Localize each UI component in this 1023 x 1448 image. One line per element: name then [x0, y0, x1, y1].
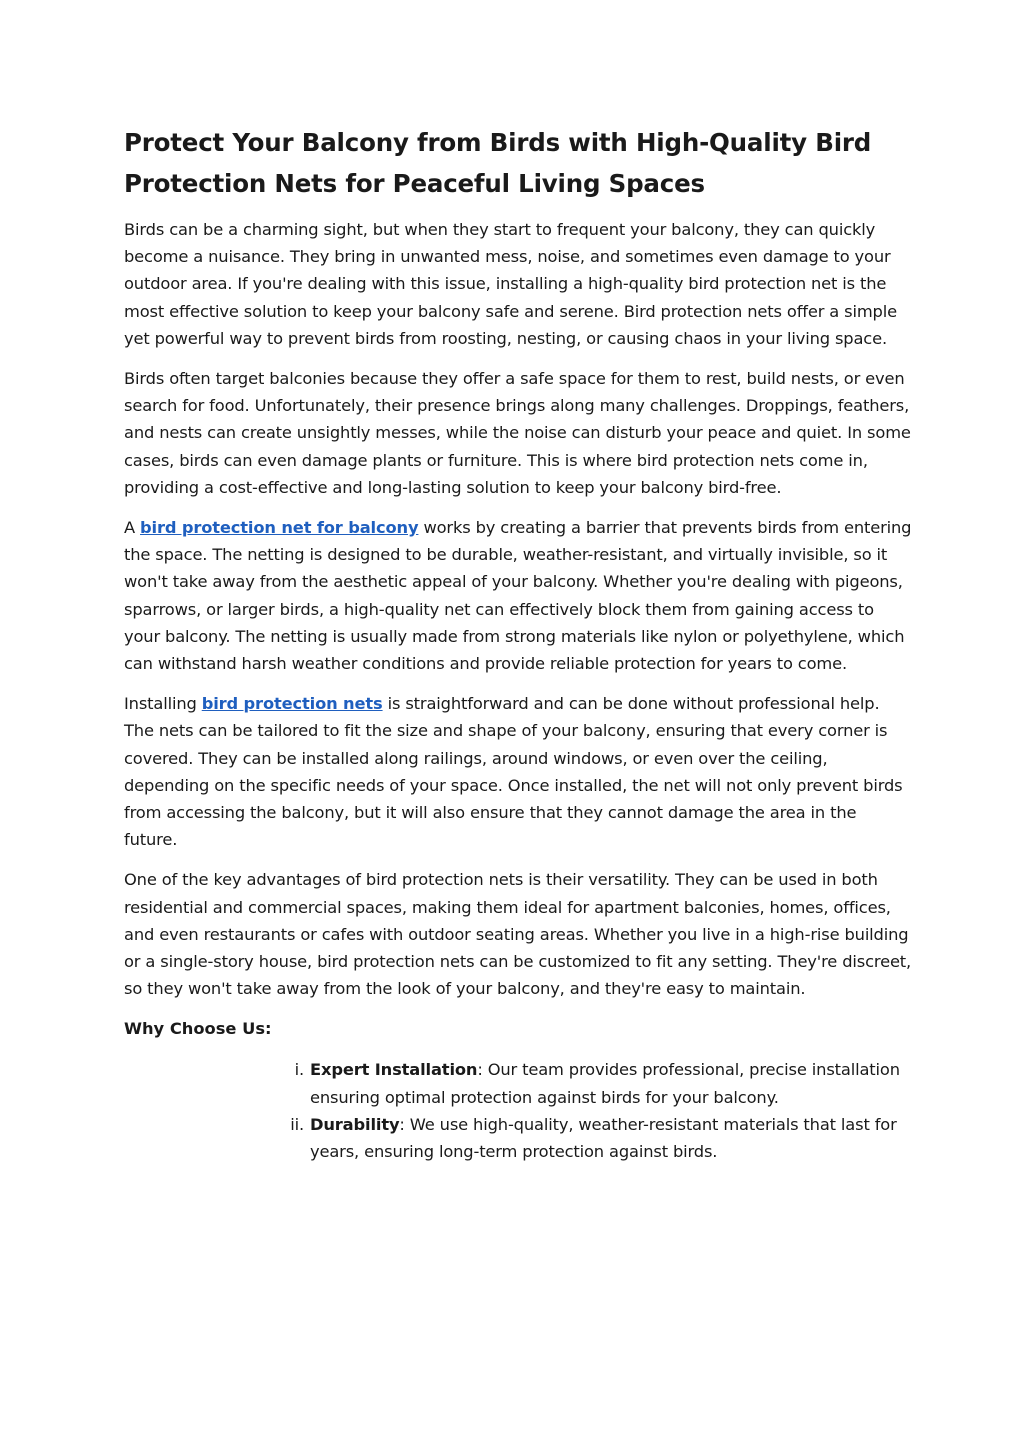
list-item	[290, 1111, 914, 1165]
document-page	[124, 122, 914, 1165]
bird-protection-nets-link[interactable]: bird protection nets	[201, 694, 383, 714]
paragraph-text: A	[124, 518, 141, 538]
list-number: i.	[294, 1060, 304, 1080]
paragraph-intro: Birds can be a charming sight, but when they start to frequent your balcony, they can quickly become a nuisance. They bring in unwanted mess, noise, and sometimes even damage to your outdoor area. If you're dealing with this issue, installing a high-quality bird protection net is the most effective solution to keep your balcony safe and serene. Bird protection nets offer a simple yet powerful way to prevent birds from roosting, nesting, or causing chaos in your living space.	[124, 220, 897, 348]
paragraph-installation	[124, 690, 914, 853]
paragraph-text: Installing	[124, 694, 202, 714]
list-number: ii.	[290, 1114, 304, 1134]
paragraph-text: works by creating a barrier that prevents birds from entering the space. The netting is designed to be durable, weather-resistant, and virtually invisible, so it won't take away from the aesthetic appeal of your balcony. Whether you're dealing with pigeons, sparrows, or larger birds, a high-quality net can effectively block them from gaining access to your balcony. The netting is usually made from strong materials like nylon or polyethylene, which can withstand harsh weather conditions and provide reliable protection for years to come.	[124, 518, 912, 674]
list-text: : Our team provides professional, precise installation ensuring optimal protection against birds for your balcony.	[310, 1060, 900, 1107]
paragraph-versatility: One of the key advantages of bird protection nets is their versatility. They can be used in both residential and commercial spaces, making them ideal for apartment balconies, homes, offices, and even restaurants or cafes with outdoor seating areas. Whether you live in a high-rise building or a single-story house, bird protection nets can be customized to fit any setting. They're discreet, so they won't take away from the look of your balcony, and they're easy to maintain.	[124, 870, 912, 999]
why-choose-us-heading: Why Choose Us:	[124, 1019, 272, 1039]
bird-protection-net-link[interactable]: bird protection net for balcony	[140, 518, 419, 538]
paragraph-how-it-works	[124, 514, 914, 677]
why-choose-us-list	[124, 1056, 914, 1165]
list-term: Durability	[310, 1114, 400, 1134]
document-title: Protect Your Balcony from Birds with High-Quality Bird Protection Nets for Peaceful Living Spaces	[124, 128, 872, 198]
list-item	[294, 1056, 914, 1110]
list-term: Expert Installation	[310, 1060, 478, 1080]
paragraph-text: is straightforward and can be done without professional help. The nets can be tailored to fit the size and shape of your balcony, ensuring that every corner is covered. They can be installed along railings, around windows, or even over the ceiling, depending on the specific needs of your space. Once installed, the net will not only prevent birds from accessing the balcony, but it will also ensure that they cannot damage the area in the future.	[124, 694, 903, 850]
list-text: : We use high-quality, weather-resistant materials that last for years, ensuring long-term protection against birds.	[310, 1114, 897, 1162]
paragraph-challenges: Birds often target balconies because they offer a safe space for them to rest, build nests, or even search for food. Unfortunately, their presence brings along many challenges. Droppings, feathers, and nests can create unsightly messes, while the noise can disturb your peace and quiet. In some cases, birds can even damage plants or furniture. This is where bird protection nets come in, providing a cost-effective and long-lasting solution to keep your balcony bird-free.	[124, 369, 911, 497]
